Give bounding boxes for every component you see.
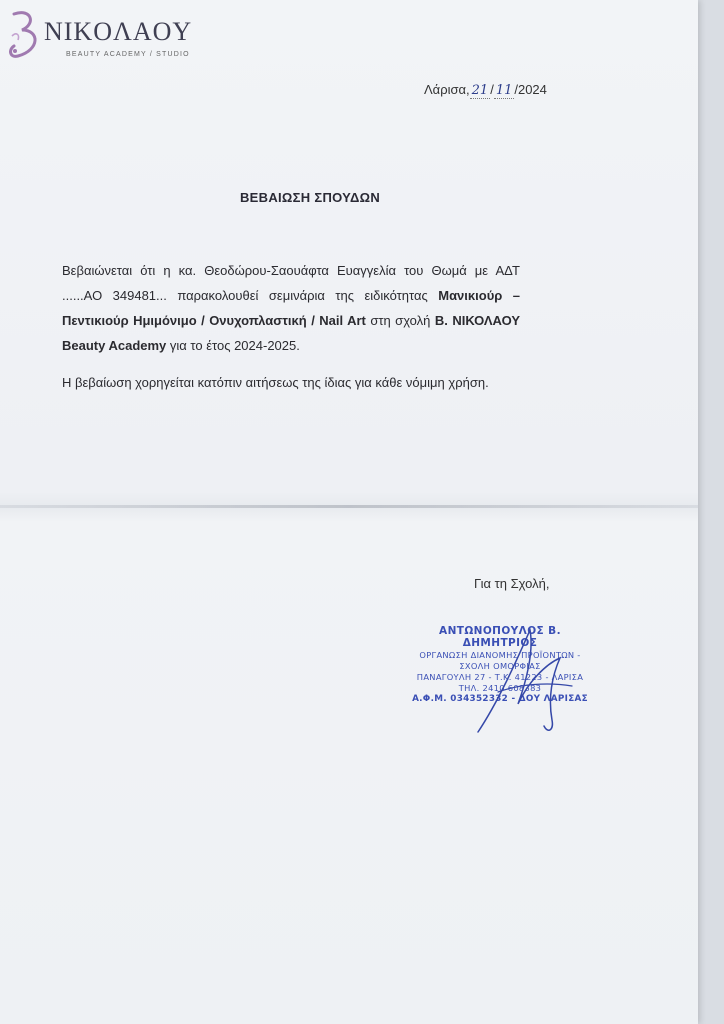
- date-day: 21: [471, 83, 489, 98]
- logo-monogram-icon: [6, 6, 46, 62]
- document-body: [62, 258, 520, 395]
- body-specialty: Μανικιούρ – Πεντικιούρ Ημιμόνιμο / Ονυχοπλαστική / Nail Art: [62, 288, 521, 328]
- body-paragraph-2: Η βεβαίωση χορηγείται κατόπιν αιτήσεως της ίδιας για κάθε νόμιμη χρήση.: [62, 375, 489, 390]
- stamp-line-phone: ΤΗΛ. 2410 608383: [458, 683, 542, 693]
- handwritten-signature: [468, 622, 578, 742]
- body-text-intro: Βεβαιώνεται ότι η κα. Θεοδώρου-Σαουάφτα Ευαγγελία του Θωμά με ΑΔΤ ......ΑΟ 349481... παρακολουθεί σεμινάρια της ειδικότητας: [62, 263, 520, 303]
- stamp-line-name: ΑΝΤΩΝΟΠΟΥΛΟΣ Β. ΔΗΜΗΤΡΙΟΣ: [439, 625, 561, 649]
- date-year: /2024: [514, 82, 547, 97]
- stamp-line-activity: ΟΡΓΑΝΩΣΗ ΔΙΑΝΟΜΗΣ ΠΡΟΪΟΝΤΩΝ -: [419, 650, 581, 660]
- stamp-line-address: ΠΑΝΑΓΟΥΛΗ 27 - Τ.Κ. 41223 - ΛΑΡΙΣΑ: [416, 672, 584, 682]
- stamp-line-taxid: Α.Φ.Μ. 034352332 - ΔΟΥ ΛΑΡΙΣΑΣ: [412, 694, 588, 704]
- school-logo: [6, 6, 196, 62]
- body-school-name: Β. ΝΙΚΟΛΑΟΥ Beauty Academy: [62, 313, 521, 353]
- logo-name: NIKOΛAOY: [44, 17, 193, 46]
- date-line: Λάρισα, 21 / 11 /2024: [424, 82, 547, 98]
- body-text-year: για το έτος 2024-2025.: [166, 338, 300, 353]
- logo-tagline: BEAUTY ACADEMY / STUDIO: [66, 51, 190, 58]
- paper-fold-line: [0, 505, 698, 508]
- date-place: Λάρισα,: [424, 82, 470, 97]
- body-text-school-prefix: στη σχολή: [365, 313, 435, 328]
- document-title: ΒΕΒΑΙΩΣΗ ΣΠΟΥΔΩΝ: [239, 190, 381, 205]
- stamp-line-school: ΣΧΟΛΗ ΟΜΟΡΦΙΑΣ: [459, 661, 541, 671]
- signature-label: Για τη Σχολή,: [474, 576, 550, 591]
- date-month: 11: [495, 83, 513, 98]
- body-paragraph-1: [62, 258, 520, 358]
